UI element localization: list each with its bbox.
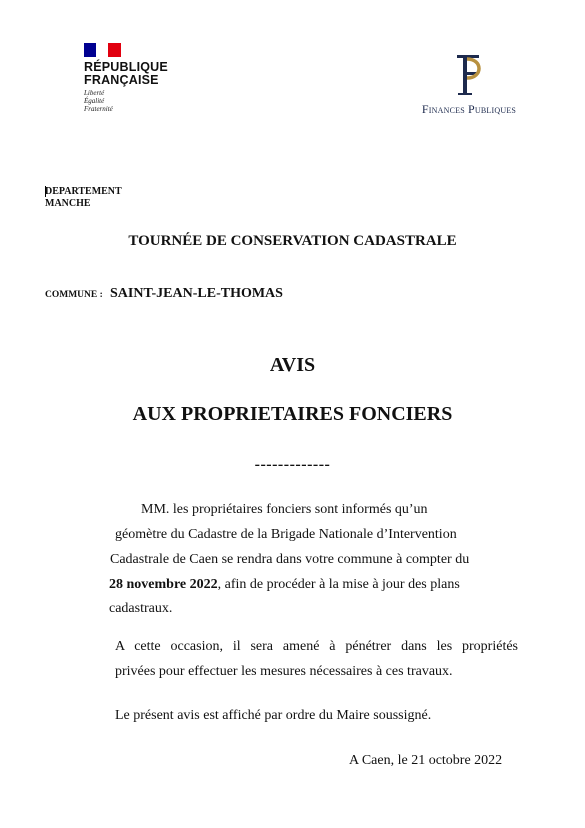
paragraph-1-line-3: Cadastrale de Caen se rendra dans votre commune à compter du — [110, 552, 470, 567]
finances-publiques-logo — [404, 52, 534, 117]
motto-liberte: Liberté — [84, 89, 105, 97]
paragraph-1-line-1: MM. les propriétaires fonciers sont informés qu’un — [141, 502, 428, 517]
republique-francaise-logo — [84, 43, 184, 113]
finances-publiques-label: Finances Publiques — [421, 102, 517, 116]
rf-motto — [84, 89, 184, 113]
paragraph-1-line-4-rest: , afin de procéder à la mise à jour des plans — [217, 577, 460, 592]
commune-value: SAINT-JEAN-LE-THOMAS — [110, 286, 283, 301]
paragraph-1-line-2: géomètre du Cadastre de la Brigade Nationale d’Intervention — [115, 527, 457, 542]
paragraph-1-line-5: cadastraux. — [109, 601, 173, 616]
french-flag-icon — [84, 43, 121, 57]
separator: ------------- — [254, 456, 331, 473]
commune-label: COMMUNE : — [45, 290, 103, 300]
departement-label: DEPARTEMENT — [45, 186, 122, 197]
signature-line: A Caen, le 21 octobre 2022 — [349, 753, 503, 768]
tournee-title: TOURNÉE DE CONSERVATION CADASTRALE — [128, 233, 457, 249]
paragraph-3: Le présent avis est affiché par ordre du Maire soussigné. — [115, 708, 432, 723]
avis-title: AVIS — [269, 354, 316, 376]
rf-name-line1: RÉPUBLIQUE — [84, 60, 168, 74]
rf-name-line2: FRANÇAISE — [84, 73, 159, 87]
paragraph-2-line-1: A cette occasion, il sera amené à pénétrer dans les propriétés — [115, 639, 518, 654]
motto-egalite: Égalité — [84, 97, 105, 105]
motto-fraternite: Fraternité — [84, 105, 113, 113]
finances-publiques-monogram-icon — [449, 52, 489, 98]
intervention-date: 28 novembre 2022 — [109, 577, 218, 592]
departement-value: MANCHE — [45, 198, 91, 209]
paragraph-2-line-2: privées pour effectuer les mesures nécessaires à ces travaux. — [115, 664, 453, 679]
avis-subtitle: AUX PROPRIETAIRES FONCIERS — [132, 403, 453, 425]
paragraph-1-line-4 — [109, 577, 460, 593]
